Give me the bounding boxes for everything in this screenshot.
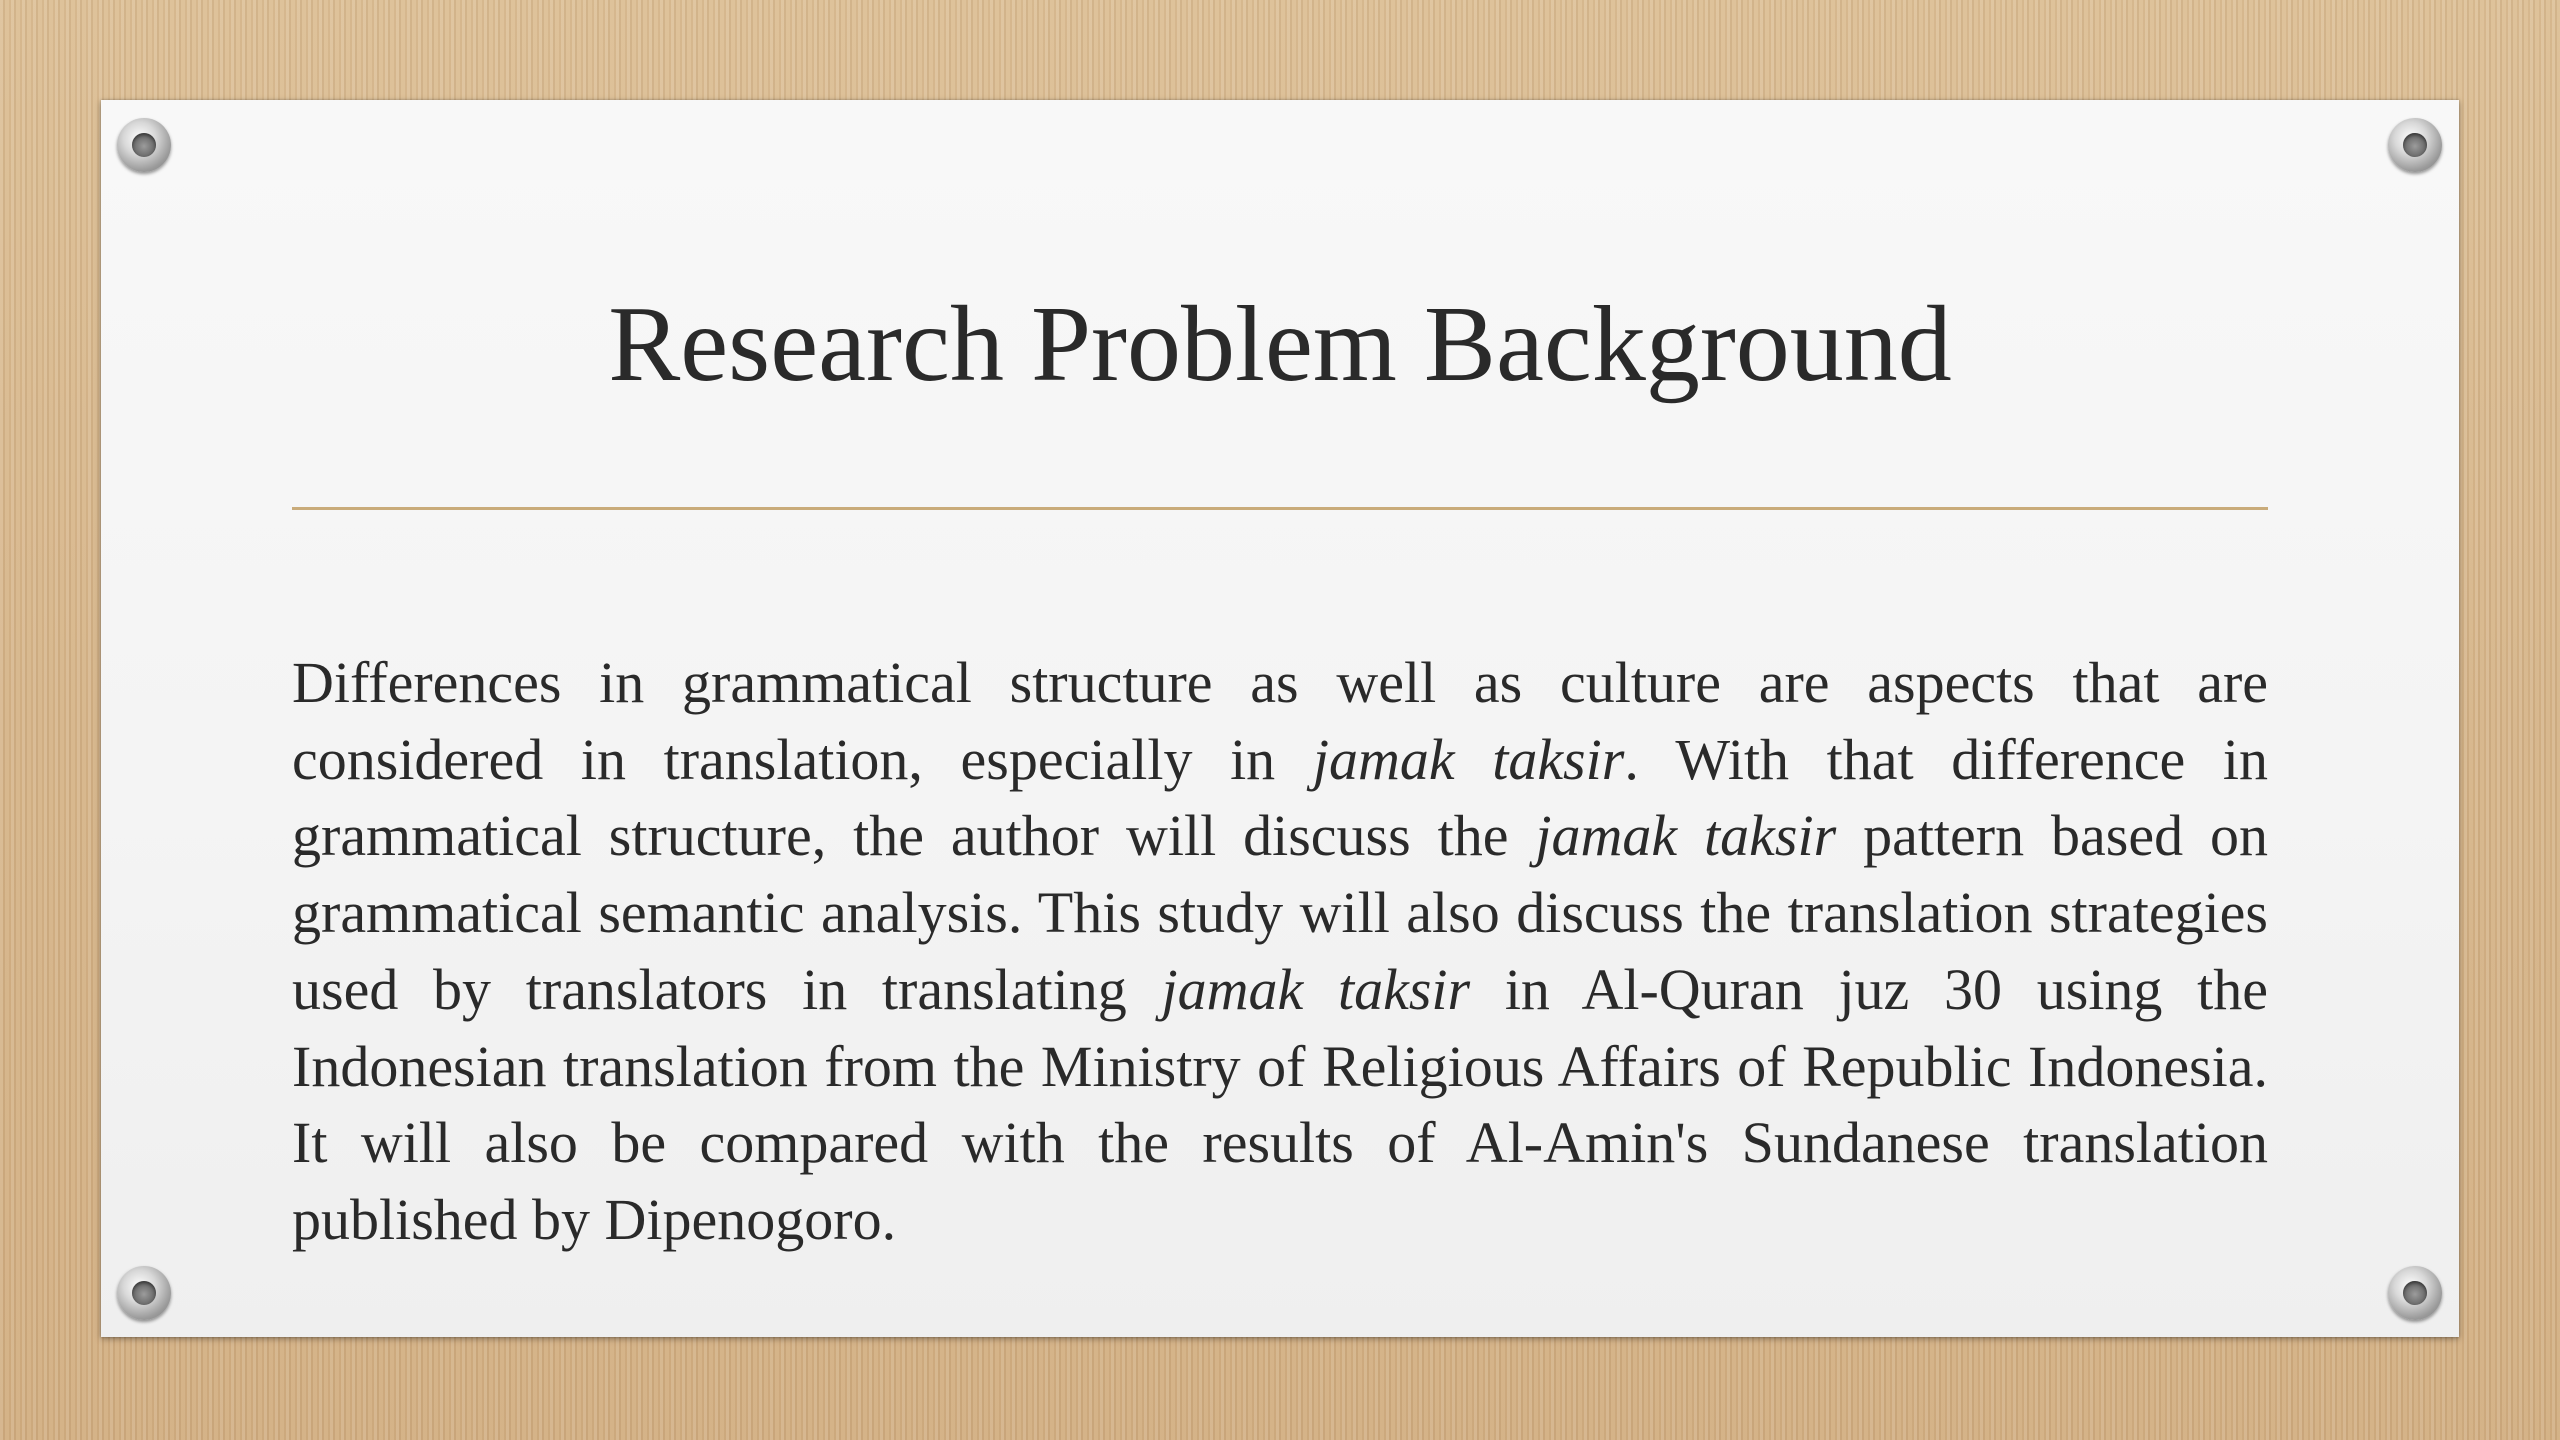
- rivet-icon-top-right: [2388, 118, 2442, 172]
- slide-body-paragraph: [292, 645, 2268, 1259]
- body-text-italic-term: jamak taksir: [1312, 726, 1625, 792]
- body-text-italic-term: jamak taksir: [1161, 956, 1471, 1022]
- body-text-segment: pattern based on grammatical semantic analysis. This study will also discuss the translation strategies used by translators in translating: [292, 803, 2268, 1022]
- body-text-segment: Differences in grammatical structure as well as culture are aspects that are considered in translation, especially in: [292, 650, 2268, 792]
- title-divider: [292, 507, 2268, 510]
- body-text-segment: . With that difference in grammatical structure, the author will discuss the: [292, 726, 2269, 869]
- slide-card: [101, 100, 2459, 1337]
- rivet-icon-bottom-left: [117, 1266, 171, 1320]
- body-text-segment: in Al-Quran juz 30 using the Indonesian translation from the Ministry of Religious Affairs of Republic Indonesia. It will also be compared with the results of Al-Amin's Sundanese translation published by Dipenogoro.: [292, 956, 2269, 1252]
- rivet-icon-bottom-right: [2388, 1266, 2442, 1320]
- body-text-italic-term: jamak taksir: [1535, 803, 1837, 869]
- rivet-icon-top-left: [117, 118, 171, 172]
- slide-title: Research Problem Background: [608, 285, 1952, 404]
